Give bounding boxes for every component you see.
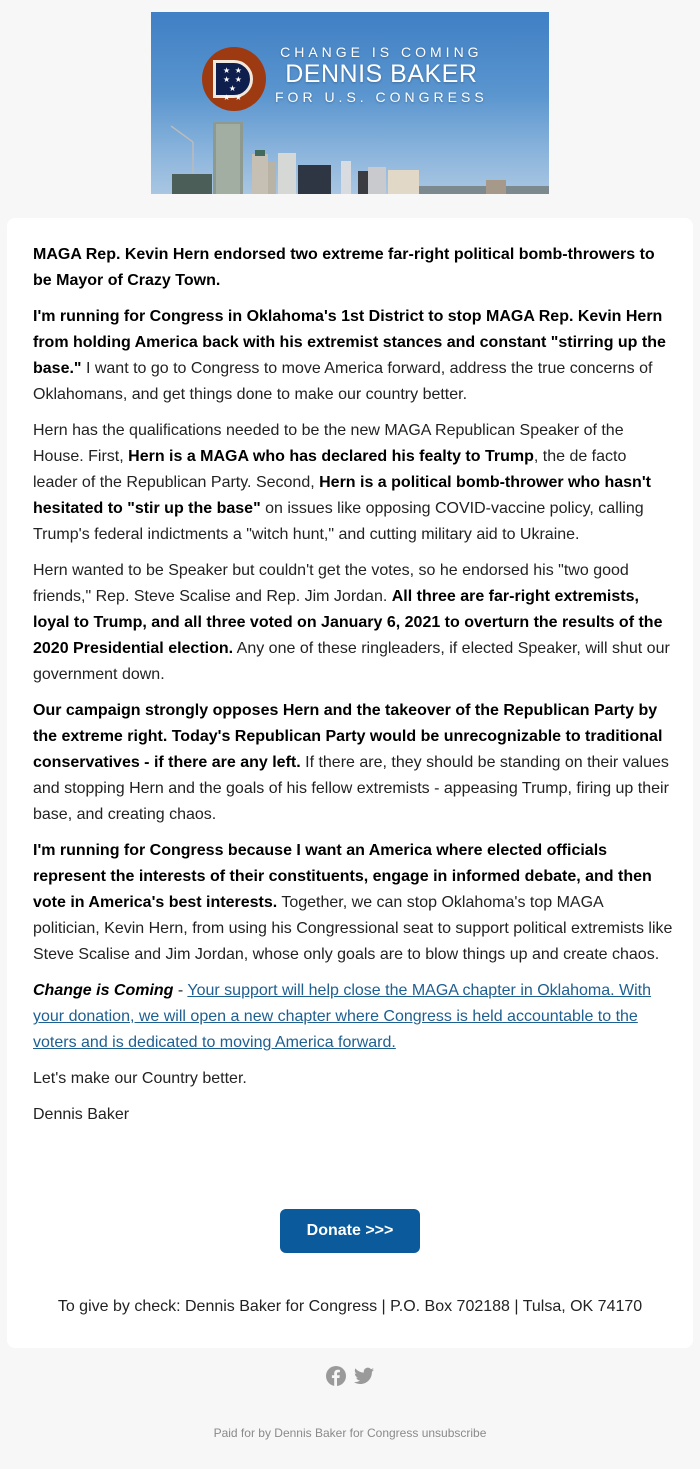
- unsubscribe-link[interactable]: unsubscribe: [421, 1426, 487, 1440]
- paragraph-opposition: [33, 698, 673, 828]
- text-span: Hern has the qualifications needed to be the new MAGA Republican Speaker of the House. First,: [33, 422, 624, 465]
- facebook-icon[interactable]: [326, 1366, 346, 1391]
- paragraph-speaker: [33, 558, 673, 688]
- change-is-coming-label: Change is Coming: [33, 982, 174, 999]
- campaign-logo: [202, 47, 266, 111]
- banner-tagline: CHANGE IS COMING: [280, 44, 483, 60]
- bold-span: Our campaign strongly opposes Hern and the takeover of the Republican Party by the extreme right. Today's Republican Party would be unrecognizable to traditional conservatives - if there are any left.: [33, 702, 663, 771]
- city-skyline-image: [151, 104, 549, 194]
- text-span: If there are, they should be standing on their values and stopping Hern and the goals of his fellow extremists - appeasing Trump, firing up their base, and creating chaos.: [33, 754, 669, 823]
- text-span: on issues like opposing COVID-vaccine policy, calling Trump's federal indictments a "witch hunt," and cutting military aid to Ukraine.: [33, 500, 644, 543]
- email-body: [33, 242, 673, 1138]
- header-banner: [151, 12, 549, 194]
- email-card: [7, 218, 693, 1348]
- check-mailing-info: To give by check: Dennis Baker for Congress | P.O. Box 702188 | Tulsa, OK 74170: [57, 1298, 643, 1315]
- text-span: , the de facto leader of the Republican Party. Second,: [33, 448, 627, 491]
- text-span: Hern wanted to be Speaker but couldn't get the votes, so he endorsed his "two good friends," Rep. Steve Scalise and Rep. Jim Jordan.: [33, 562, 629, 605]
- paragraph-headline: [33, 242, 673, 294]
- paid-for-disclaimer: Paid for by Dennis Baker for Congress: [213, 1426, 419, 1440]
- banner-subtitle: FOR U.S. CONGRESS: [275, 89, 488, 105]
- separator: -: [173, 982, 188, 999]
- footer: [0, 1426, 700, 1440]
- paragraph-mission: [33, 838, 673, 968]
- logo-d-shape: [213, 60, 253, 102]
- intro-bold-text: I'm running for Congress in Oklahoma's 1st District to stop MAGA Rep. Kevin Hern from holding America back with his extremist stances and constant "stirring up the base.": [33, 308, 666, 377]
- headline-bold-text: MAGA Rep. Kevin Hern endorsed two extreme far-right political bomb-throwers to be Mayor of Crazy Town.: [33, 246, 655, 289]
- bold-span: Hern is a MAGA who has declared his fealty to Trump: [128, 448, 534, 465]
- text-span: Any one of these ringleaders, if elected Speaker, will shut our government down.: [33, 640, 670, 683]
- intro-text: I want to go to Congress to move America forward, address the true concerns of Oklahomans, and get things done to make our country better.: [33, 360, 653, 403]
- paragraph-qualifications: [33, 418, 673, 548]
- signature: Dennis Baker: [33, 1106, 130, 1123]
- stars-icon: ★ ★ ★ ★ ★ ★ ★: [223, 66, 243, 102]
- banner-candidate-name: DENNIS BAKER: [285, 60, 478, 88]
- social-links: [0, 1366, 700, 1391]
- closing-line: Let's make our Country better.: [33, 1070, 247, 1087]
- support-link[interactable]: Your support will help close the MAGA chapter in Oklahoma. With your donation, we will open a new chapter where Congress is held accountable to the voters and is dedicated to moving America forward.: [33, 982, 652, 1051]
- banner-title: [275, 44, 488, 106]
- text-span: Together, we can stop Oklahoma's top MAGA politician, Kevin Hern, from using his Congressional seat to support political extremists like Steve Scalise and Jim Jordan, whose only goals are to blow things up and create chaos.: [33, 894, 673, 963]
- donate-button[interactable]: Donate >>>: [280, 1209, 420, 1253]
- paragraph-call-to-action: [33, 978, 673, 1056]
- twitter-icon[interactable]: [354, 1367, 374, 1390]
- bold-span: I'm running for Congress because I want an America where elected officials represent the interests of their constituents, engage in informed debate, and then vote in America's best interests.: [33, 842, 652, 911]
- bold-span: Hern is a political bomb-thrower who hasn't hesitated to "stir up the base": [33, 474, 651, 517]
- bold-span: All three are far-right extremists, loyal to Trump, and all three voted on January 6, 2021 to overturn the results of the 2020 Presidential election.: [33, 588, 663, 657]
- paragraph-intro: [33, 304, 673, 408]
- donate-container: [7, 1209, 693, 1253]
